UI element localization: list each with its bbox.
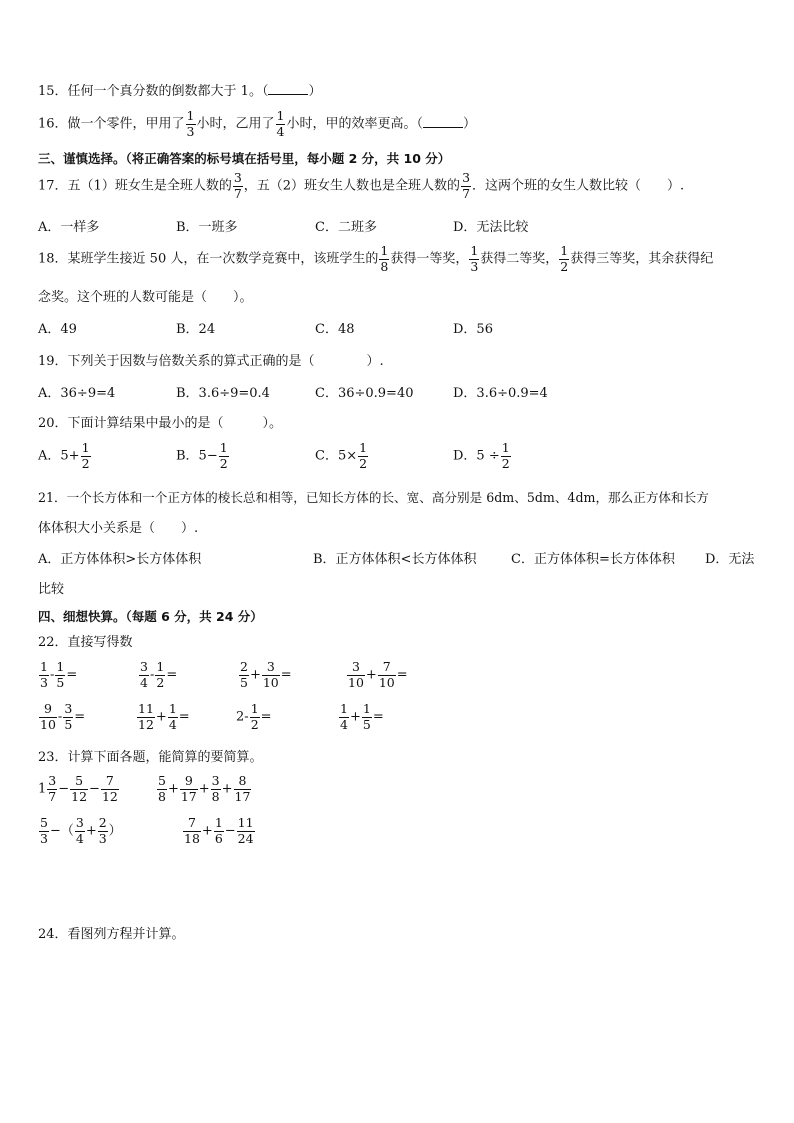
question-22: 22．直接写得数 [38, 635, 133, 650]
question-17: 17．五（1）班女生是全班人数的 $\frac{3}{7}$ ，五（2）班女生人数也是全班人数的 $\frac{3}{7}$ ．这两个班的女生人数比较（ ）. [38, 170, 685, 201]
q21-option-b[interactable]: B．正方体体积<长方体体积 [313, 552, 477, 567]
answer-blank[interactable] [423, 115, 463, 128]
q21-line3: 比较 [38, 582, 65, 597]
fraction: $\frac{3}{7}$ [233, 170, 242, 201]
question-24: 24．看图列方程并计算。 [38, 927, 185, 942]
q22-expr-1: $\frac{1}{3}$ - $\frac{1}{5}$ = [40, 659, 78, 690]
q17-option-b[interactable]: B．一班多 [176, 220, 238, 235]
question-19: 19．下列关于因数与倍数关系的算式正确的是（ ）. [38, 354, 384, 369]
fraction: $\frac{1}{2}$ [219, 440, 228, 471]
question-23: 23．计算下面各题，能简算的要简算。 [38, 750, 263, 765]
fraction: $\frac{1}{8}$ [380, 243, 389, 274]
question-21: 21．一个长方体和一个正方体的棱长总和相等，已知长方体的长、宽、高分别是 6dm、5dm、4dm，那么正方体和长方 [38, 490, 709, 505]
q20-option-d[interactable]: D．5 ÷ $\frac{1}{2}$ [453, 440, 510, 471]
q22-expr-6: $\frac{11}{12}$ + $\frac{1}{4}$ = [138, 701, 190, 732]
q20-option-a[interactable]: A．5+ $\frac{1}{2}$ [38, 440, 90, 471]
q23-expr-4: $\frac{7}{18}$ + $\frac{1}{6}$ − $\frac{11}{24}$ [184, 815, 254, 846]
question-18: 18．某班学生接近 50 人，在一次数学竞赛中，该班学生的 $\frac{1}{8}$ 获得一等奖， $\frac{1}{3}$ 获得二等奖， $\frac{1}{2}$ 获得三等奖，其余获得纪 [38, 243, 714, 274]
section-3-heading: 三、谨慎选择。（将正确答案的标号填在括号里，每小题 2 分，共 10 分） [38, 151, 451, 166]
fraction: $\frac{1}{2}$ [81, 440, 90, 471]
q20-option-b[interactable]: B．5− $\frac{1}{2}$ [176, 440, 228, 471]
fraction: $\frac{1}{2}$ [560, 243, 569, 274]
q17-option-c[interactable]: C．二班多 [315, 220, 377, 235]
q22-expr-7: 2- $\frac{1}{2}$ = [236, 701, 272, 732]
q17-option-a[interactable]: A．一样多 [38, 220, 100, 235]
fraction: $\frac{1}{4}$ [276, 108, 285, 139]
q18-option-a[interactable]: A．49 [38, 322, 77, 337]
q23-expr-3: $\frac{5}{3}$ −（ $\frac{3}{4}$ + $\frac{2}{3}$ ） [40, 815, 122, 846]
q23-expr-2: $\frac{5}{8}$ + $\frac{9}{17}$ + $\frac{3}{8}$ + $\frac{8}{17}$ [158, 773, 251, 804]
q19-option-b[interactable]: B．3.6÷9=0.4 [176, 386, 270, 401]
q22-expr-8: $\frac{1}{4}$ + $\frac{1}{5}$ = [340, 701, 384, 732]
q19-option-a[interactable]: A．36÷9=4 [38, 386, 116, 401]
fraction: $\frac{3}{7}$ [462, 170, 471, 201]
q18-option-b[interactable]: B．24 [176, 322, 216, 337]
fraction: $\frac{1}{3}$ [186, 108, 195, 139]
section-4-heading: 四、细想快算。（每题 6 分，共 24 分） [38, 609, 263, 624]
question-15: 15．任何一个真分数的倒数都大于 1。（ ） [38, 84, 322, 99]
fraction: $\frac{1}{3}$ [470, 243, 479, 274]
q22-expr-5: $\frac{9}{10}$ - $\frac{3}{5}$ = [40, 701, 86, 732]
q22-expr-3: $\frac{2}{5}$ + $\frac{3}{10}$ = [240, 659, 292, 690]
q17-option-d[interactable]: D．无法比较 [453, 220, 529, 235]
fraction: $\frac{1}{2}$ [359, 440, 368, 471]
q21-line2: 体体积大小关系是（ ）. [38, 521, 199, 536]
q20-option-c[interactable]: C．5× $\frac{1}{2}$ [315, 440, 368, 471]
q18-option-d[interactable]: D．56 [453, 322, 493, 337]
fraction: $\frac{1}{2}$ [501, 440, 510, 471]
q21-option-c[interactable]: C．正方体体积=长方体体积 [511, 552, 675, 567]
q22-expr-4: $\frac{3}{10}$ + $\frac{7}{10}$ = [348, 659, 408, 690]
question-20: 20．下面计算结果中最小的是（ ）。 [38, 416, 283, 431]
q22-expr-2: $\frac{3}{4}$ - $\frac{1}{2}$ = [140, 659, 178, 690]
q18-line2: 念奖。这个班的人数可能是（ ）。 [38, 290, 253, 305]
q19-option-d[interactable]: D．3.6÷0.9=4 [453, 386, 548, 401]
answer-blank[interactable] [268, 82, 308, 95]
q21-option-a[interactable]: A．正方体体积>长方体体积 [38, 552, 202, 567]
q21-option-d[interactable]: D．无法 [705, 552, 755, 567]
q18-option-c[interactable]: C．48 [315, 322, 355, 337]
q19-option-c[interactable]: C．36÷0.9=40 [315, 386, 414, 401]
q23-expr-1: 1 $\frac{3}{7}$ − $\frac{5}{12}$ − $\frac{7}{12}$ [38, 773, 118, 804]
question-16: 16．做一个零件，甲用了 $\frac{1}{3}$ 小时，乙用了 $\frac{1}{4}$ 小时，甲的效率更高。（ ） [38, 108, 476, 139]
q15-text: 15．任何一个真分数的倒数都大于 1。（ [38, 84, 269, 99]
